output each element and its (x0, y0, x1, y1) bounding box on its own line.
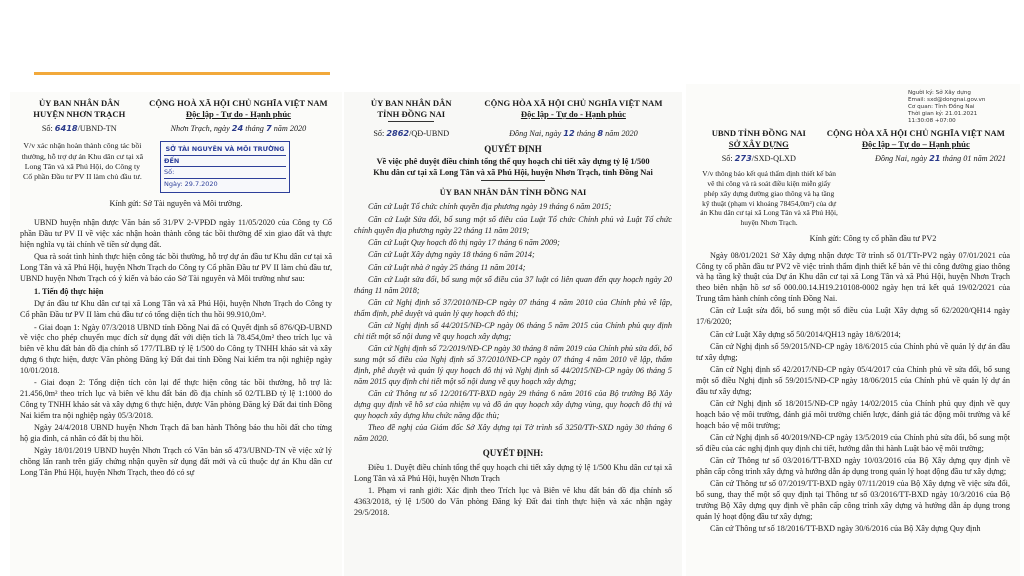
motto: Độc lập – Tự do – Hạnh phúc (861, 138, 970, 149)
article-1-clause: 1. Phạm vi ranh giới: Xác định theo Trích lục và Biên vẽ khu đất bản đồ địa chính số 4363/2018, tỷ lệ 1/500 do Văn phòng Đăng ký Đất đai tỉnh thực hiện và xác nhận ngày 29/5/2018. (354, 485, 672, 517)
legal-basis: Theo đề nghị của Giám đốc Sở Xây dựng tại Tờ trình số 3250/TTr-SXD ngày 30 tháng 6 năm 2020. (354, 423, 672, 444)
legal-basis: Căn cứ Nghị định số 72/2019/NĐ-CP ngày 30 tháng 8 năm 2019 của Chính phủ sửa đổi, bổ sung một số điều của Nghị định số 37/2010/NĐ-CP ngày 07 tháng 4 năm 2010 về lập, thẩm định, phê duyệt và quản lý quy hoạch đô thị và Nghị định số 44/2015/NĐ-CP ngày 06 tháng 5 năm 2015 quy định chi tiết một số nội dung về quy hoạch xây dựng; (354, 344, 672, 386)
legal-basis: Căn cứ Nghị định số 37/2010/NĐ-CP ngày 07 tháng 4 năm 2010 của Chính phủ về lập, thẩm định, phê duyệt và quản lý quy hoạch đô thị; (354, 298, 672, 318)
agency-subname: TỈNH ĐỒNG NAI (377, 108, 446, 119)
accent-divider-line (34, 72, 330, 75)
paragraph: - Giai đoạn 1: Ngày 07/3/2018 UBND tỉnh Đồng Nai đã có Quyết định số 876/QĐ-UBND về việc cho phép chuyển mục đích sử dụng đất với diện tích là 78.454,0m² theo trích lục và biên vẽ khu đất bản đồ địa chính số 177/TLBĐ tỷ lệ 1/500 do Công ty TNHH khảo sát và xây dựng 6 thực hiện, được Văn phòng Đăng ký Đất đai tỉnh Đồng Nai kiểm tra nội nghiệp ngày 10/01/2018. (20, 322, 332, 375)
document-number: Số: 273/SXD-QLXD (721, 153, 796, 164)
recipient: Kính gửi: Công ty cổ phần đầu tư PV2 (809, 233, 937, 243)
document-date: Đồng Nai, ngày 21 tháng 01 năm 2021 (874, 153, 1006, 164)
document-date: Nhơn Trạch, ngày 24 tháng 7 năm 2020 (170, 123, 307, 134)
document-number: Số: 6418/UBND-TN (41, 123, 117, 134)
document-header (20, 98, 332, 119)
nation-name: CỘNG HÒA XÃ HỘI CHỦ NGHĨA VIỆT NAM (484, 98, 663, 108)
document-header (696, 128, 1010, 149)
legal-basis: Căn cứ Luật sửa đổi, bổ sung một số điều của 37 luật có liên quan đến quy hoạch ngày 20 tháng 11 năm 2018; (354, 274, 672, 295)
legal-basis: Căn cứ Luật Xây dựng số 50/2014/QH13 ngày 18/6/2014; (710, 329, 901, 339)
decision-heading: QUYẾT ĐỊNH: (482, 447, 544, 458)
document-type-title: QUYẾT ĐỊNH (484, 144, 542, 155)
document-date: Đồng Nai, ngày 12 tháng 8 năm 2020 (509, 128, 638, 139)
paragraph: - Giai đoạn 2: Tổng diện tích còn lại để thực hiện công tác bồi thường, hỗ trợ là: 21.456,0m² theo trích lục và biên vẽ khu đất bản đồ địa chính số 02/TLBĐ tỷ lệ 1:1000 do Công ty TNHH khảo sát và xây dựng 6 thực hiện, được Văn phòng Đăng ký Đất đai tỉnh Đồng Nai kiểm tra nội nghiệp ngày 05/3/2018. (20, 378, 332, 420)
nation-name: CỘNG HÒA XÃ HỘI CHỦ NGHĨA VIỆT NAM (826, 128, 1005, 138)
legal-basis: Căn cứ Nghị định số 40/2019/NĐ-CP ngày 13/5/2019 của Chính phủ sửa đổi, bổ sung một số điều của các nghị định quy định chi tiết, hướng dẫn thi hành Luật bảo vệ môi trường; (696, 432, 1010, 453)
document-page-2 (344, 92, 682, 576)
legal-basis: Căn cứ Nghị định số 18/2015/NĐ-CP ngày 14/02/2015 của Chính phủ quy định về quy hoạch bảo vệ môi trường, đánh giá môi trường chiến lược, đánh giá tác động môi trường và kế hoạch bảo vệ môi trường; (696, 398, 1010, 430)
handwritten-number: 273 (734, 153, 752, 164)
issuing-agency (354, 98, 468, 124)
subject-line: V/v xác nhận hoàn thành công tác bồi thường, hỗ trợ dự án Khu dân cư tại xã Long Tân và xã Phú Hội, do Công ty Cổ phần Đầu tư PV II làm chủ đầu tư. (21, 141, 144, 182)
paragraph: Ngày 24/4/2018 UBND huyện Nhơn Trạch đã ban hành Thông báo thu hồi đất cho từng hộ gia đình, cá nhân có đất bị thu hồi. (20, 423, 332, 443)
issuing-agency (696, 128, 822, 149)
issuing-agency (20, 98, 139, 119)
received-stamp: SỞ TÀI NGUYÊN VÀ MÔI TRƯỜNG ĐẾN Số: Ngày: 29.7.2020 (160, 141, 290, 192)
agency-name: UBND TỈNH ĐỒNG NAI (711, 128, 806, 138)
paragraph: Ngày 18/01/2019 UBND huyện Nhơn Trạch có Văn bản số 473/UBND-TN về việc xử lý chồng lấn ranh trên giấy chứng nhận quyền sử dụng đất mới và cũ thuộc dự án Khu dân cư Long Tân Phú Hội, huyện Nhơn Trạch, theo đó có sự (20, 446, 332, 477)
section-heading: 1. Tiến độ thực hiện (34, 286, 104, 296)
motto: Độc lập - Tự do - Hạnh phúc (520, 108, 626, 119)
legal-basis: Căn cứ Luật Quy hoạch đô thị ngày 17 tháng 6 năm 2009; (368, 237, 560, 247)
legal-basis: Căn cứ Luật sửa đổi, bổ sung một số điều của Luật Xây dựng số 62/2020/QH14 ngày 17/6/2020; (696, 306, 1010, 327)
nation-name: CỘNG HOÀ XÃ HỘI CHỦ NGHĨA VIỆT NAM (149, 98, 328, 108)
national-motto (475, 98, 672, 124)
paragraph: Ngày 08/01/2021 Sở Xây dựng nhận được Tờ trình số 01/TTr-PV2 ngày 07/01/2021 của Công ty cổ phần đầu tư PV2 về việc trình thẩm định thiết kế bản vẽ thi công đường giao thông và hạ tầng kỹ thuật của Dự án Khu dân cư tại xã Long Tân và xã Phú Hội, huyện Nhơn Trạch theo biên nhận hồ sơ số 000.00.14.H19.210108-0002 ngày hẹn trả kết quả 19/02/2021 của Trung tâm hành chính công tỉnh Đồng Nai. (696, 250, 1010, 304)
number-date-line (696, 153, 1010, 165)
handwritten-number: 6418 (54, 123, 78, 134)
document-page-1 (10, 92, 342, 576)
paragraph: Dự án đầu tư Khu dân cư tại xã Long Tân và xã Phú Hội, huyện Nhơn Trạch do Công ty Cổ phần Đầu tư PV II làm chủ đầu tư có tổng diện tích thu hồi 99.910,0m². (20, 299, 332, 320)
agency-subname: SỞ XÂY DỰNG (728, 138, 789, 149)
document-number: Số: 2862/QĐ-UBND (373, 128, 450, 139)
legal-basis: Căn cứ Thông tư số 18/2016/TT-BXD ngày 30/6/2016 của Bộ Xây dựng Quy định (710, 524, 981, 534)
authority-heading: ỦY BAN NHÂN DÂN TỈNH ĐỒNG NAI (439, 188, 587, 198)
document-subject: Về việc phê duyệt điều chỉnh tổng thể quy hoạch chi tiết xây dựng tỷ lệ 1/500 Khu dân cư tại xã Long Tân và xã Phú Hội, huyện Nhơn Trạch, tỉnh Đồng Nai (373, 157, 653, 178)
agency-name: ỦY BAN NHÂN DÂN (38, 98, 120, 108)
legal-basis: Căn cứ Luật Sửa đổi, bổ sung một số điều của Luật Tổ chức Chính phủ và Luật Tổ chức chính quyền địa phương ngày 22 tháng 11 năm 2019; (354, 214, 672, 235)
legal-basis: Căn cứ Luật Xây dựng ngày 18 tháng 6 năm 2014; (368, 250, 535, 260)
motto: Độc lập - Tự do - Hạnh phúc (185, 108, 291, 119)
agency-name: ỦY BAN NHÂN DÂN (370, 98, 452, 108)
national-motto (145, 98, 332, 119)
legal-basis: Căn cứ Thông tư số 03/2016/TT-BXD ngày 10/03/2016 của Bộ Xây dựng quy định về phân cấp công trình xây dựng và hướng dẫn áp dụng trong quản lý hoạt động đầu tư xây dựng; (696, 456, 1010, 476)
legal-basis: Căn cứ Nghị định số 42/2017/NĐ-CP ngày 05/4/2017 của Chính phủ về sửa đổi, bổ sung một số điều Nghị định số 59/2015/NĐ-CP ngày 18/06/2015 của Chính phủ về quản lý dự án đầu tư xây dựng; (696, 365, 1010, 396)
legal-basis: Căn cứ Thông tư số 12/2016/TT-BXD ngày 29 tháng 6 năm 2016 của Bộ trưởng Bộ Xây dựng quy định về hồ sơ của nhiệm vụ và đồ án quy hoạch xây dựng vùng, quy hoạch đô thị và quy hoạch xây dựng khu chức năng đặc thù; (354, 389, 672, 420)
number-date-line (20, 123, 332, 135)
paragraph: Qua rà soát tình hình thực hiện công tác bồi thường, hỗ trợ dự án đầu tư Khu dân cư tại xã Long Tân và xã Phú Hội, huyện Nhơn Trạch do Công ty Cổ phần Đầu tư PV II làm chủ đầu tư, UBND huyện Nhơn Trạch có ý kiến và báo cáo Sở Tài nguyên và Môi trường như sau: (20, 252, 332, 283)
paragraph: UBND huyện nhận được Văn bản số 31/PV 2-VPĐD ngày 11/05/2020 của Công ty Cổ phần Đầu tư PV II về việc xác nhận hoàn thành công tác bồi thường để xin giao đất và thực hiện nghĩa vụ tài chính về tiền sử dụng đất. (20, 218, 332, 249)
legal-basis: Căn cứ Luật Tổ chức chính quyền địa phương ngày 19 tháng 6 năm 2015; (368, 202, 612, 212)
legal-basis: Căn cứ Nghị định số 59/2015/NĐ-CP ngày 18/6/2015 của Chính phủ về quản lý dự án đầu tư xây dựng; (696, 341, 1010, 362)
subject-line: V/v thông báo kết quả thẩm định thiết kế bản vẽ thi công và rà soát điều kiện miễn giấy phép xây dựng đường giao thông và hạ tầng kỹ thuật (phạm vi khoảng 78454,0m²) của dự án Khu dân cư tại xã Long Tân và xã Phú Hội, huyện Nhơn Trạch. (700, 169, 838, 228)
handwritten-number: 2862 (386, 128, 410, 139)
article-1: Điều 1. Duyệt điều chỉnh tổng thể quy hoạch chi tiết xây dựng tỷ lệ 1/500 Khu dân cư tại xã Long Tân và xã Phú Hội, huyện Nhơn Trạch (354, 462, 672, 483)
agency-subname: HUYỆN NHƠN TRẠCH (33, 108, 126, 119)
legal-basis: Căn cứ Thông tư số 07/2019/TT-BXD ngày 07/11/2019 của Bộ Xây dựng về việc sửa đổi, bổ sung, thay thế một số quy định tại Thông tư số 03/2016/TT-BXD ngày 10/3/2016 của Bộ trưởng Bộ Xây dựng quy định về phân cấp công trình xây dựng và hướng dẫn áp dụng trong quản lý hoạt động đầu tư xây dựng; (696, 479, 1010, 521)
document-page-3 (686, 84, 1020, 576)
national-motto (822, 128, 1010, 149)
number-date-line (354, 128, 672, 140)
document-header (354, 98, 672, 124)
recipient: Kính gửi: Sở Tài nguyên và Môi trường. (109, 199, 243, 209)
legal-basis: Căn cứ Nghị định số 44/2015/NĐ-CP ngày 06 tháng 5 năm 2015 của Chính phủ quy định chi tiết một số nội dung về quy hoạch xây dựng; (354, 321, 672, 342)
legal-basis: Căn cứ Luật nhà ở ngày 25 tháng 11 năm 2014; (368, 262, 526, 272)
digital-signature-info: Người ký: Sở Xây dựng Email: sxd@dongnai.gov.vn Cơ quan: Tỉnh Đồng Nai Thời gian ký: 21.01.2021 11:30:08 +07:00 (908, 90, 986, 124)
